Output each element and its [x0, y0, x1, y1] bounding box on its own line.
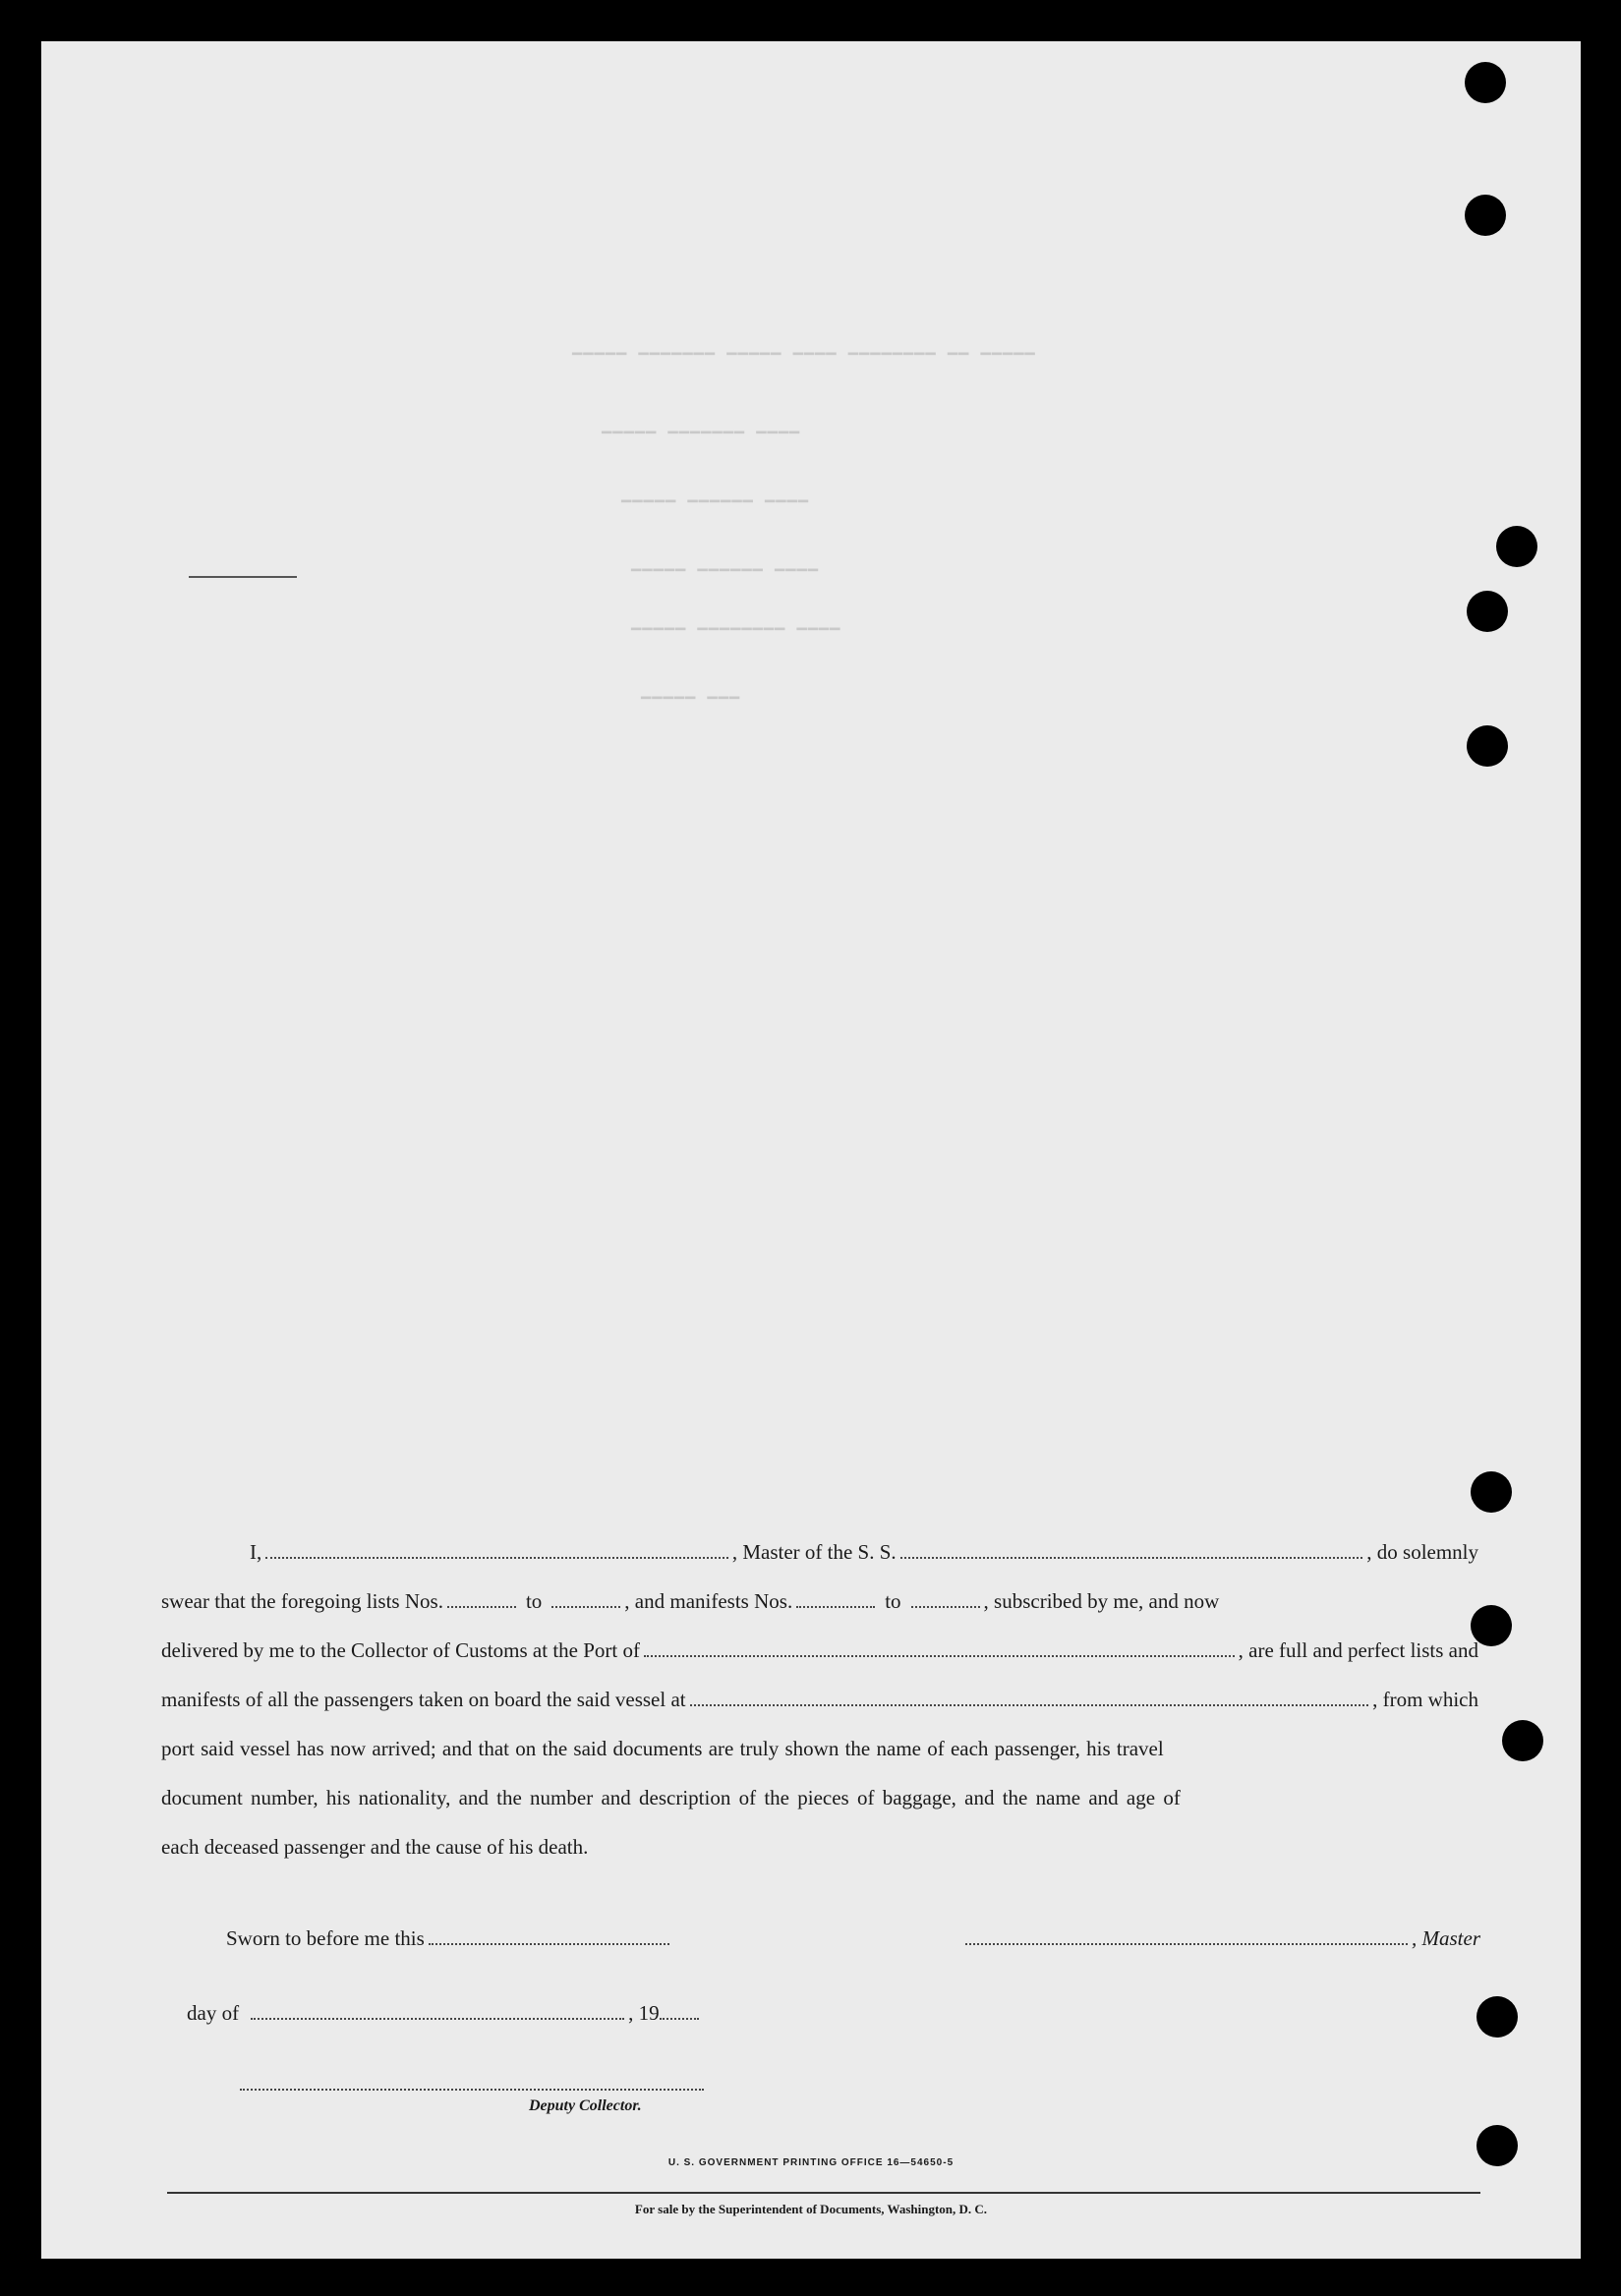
vessel-name-field[interactable] [900, 1541, 1363, 1559]
deputy-collector-label: Deputy Collector. [529, 2097, 642, 2114]
oath-line-3: delivered by me to the Collector of Customs at the Port of , are full and perfect lists and [161, 1638, 1478, 1662]
oath-line-4: manifests of all the passengers taken on board the said vessel at , from which [161, 1688, 1478, 1711]
sworn-day-field[interactable] [429, 1927, 669, 1945]
sworn-section: Sworn to before me this , Master day of , 19 [187, 1926, 1480, 2025]
printing-office-imprint: U. S. GOVERNMENT PRINTING OFFICE 16—54650-5 [667, 2157, 955, 2168]
year-field[interactable] [660, 2002, 699, 2020]
document-page [41, 41, 1581, 2259]
bleed-through-text: ▁▁▁▁▁ ▁▁▁ [641, 682, 741, 701]
punch-hole-icon [1471, 1471, 1512, 1513]
bleed-through-text: ▁▁▁▁▁ ▁▁▁▁▁▁ ▁▁▁▁ [631, 554, 819, 573]
month-field[interactable] [251, 2002, 624, 2020]
oath-line-1: I, , Master of the S. S. , do solemnly [250, 1540, 1479, 1564]
deputy-signature-field[interactable] [240, 2089, 704, 2091]
oath-line-7: each deceased passenger and the cause of his death. [161, 1835, 589, 1859]
punch-hole-icon [1465, 195, 1506, 236]
oath-paragraph [161, 1540, 1478, 1884]
manifests-from-field[interactable] [796, 1590, 875, 1608]
lists-to-field[interactable] [551, 1590, 620, 1608]
punch-hole-icon [1471, 1605, 1512, 1646]
oath-line-6: document number, his nationality, and the number and description of the pieces of baggage, and the name and age of [161, 1786, 1181, 1809]
master-signature-field[interactable] [965, 1927, 1408, 1945]
oath-line-2: swear that the foregoing lists Nos. to , and manifests Nos. to , subscribed by me, and now [161, 1589, 1220, 1613]
bleed-through-text: ▁▁▁▁▁ ▁▁▁▁▁▁ ▁▁▁▁ [621, 486, 809, 504]
port-field[interactable] [644, 1639, 1235, 1657]
punch-hole-icon [1476, 1996, 1518, 2038]
punch-hole-icon [1476, 2125, 1518, 2166]
lists-from-field[interactable] [447, 1590, 516, 1608]
bleed-through-text: ▁▁▁▁▁ ▁▁▁▁▁▁▁ ▁▁▁▁ [602, 417, 801, 435]
oath-line-5: port said vessel has now arrived; and that on the said documents are truly shown the name of each passenger, his travel [161, 1737, 1164, 1760]
punch-hole-icon [1496, 526, 1537, 567]
footer-rule [167, 2192, 1480, 2194]
master-name-field[interactable] [265, 1541, 728, 1559]
bleed-through-text: ▁▁▁▁▁ ▁▁▁▁▁▁▁▁ ▁▁▁▁ [631, 613, 841, 632]
boarding-port-field[interactable] [690, 1689, 1369, 1706]
punch-hole-icon [1467, 725, 1508, 767]
stray-mark [189, 576, 297, 578]
bleed-through-text: ▁▁▁▁▁ ▁▁▁▁▁▁▁ ▁▁▁▁▁ ▁▁▁▁ ▁▁▁▁▁▁▁▁ ▁▁ ▁▁▁▁▁ [572, 338, 1036, 357]
manifests-to-field[interactable] [911, 1590, 980, 1608]
punch-hole-icon [1467, 591, 1508, 632]
punch-hole-icon [1465, 62, 1506, 103]
punch-hole-icon [1502, 1720, 1543, 1761]
sale-notice: For sale by the Superintendent of Documents, Washington, D. C. [634, 2202, 988, 2216]
